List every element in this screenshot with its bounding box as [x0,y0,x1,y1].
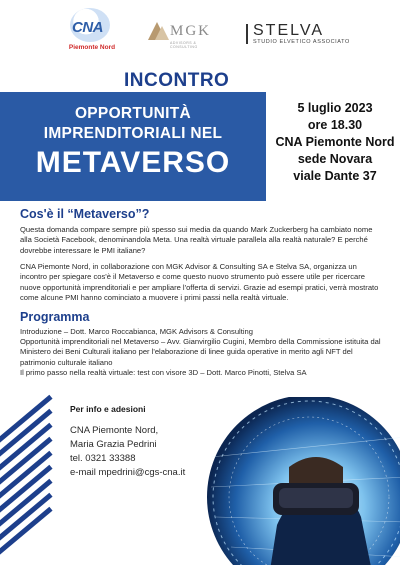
about-paragraph-1: Questa domanda compare sempre più spesso sui media da quando Mark Zuckerberg ha cambiato nome alla Società Facebook, denominandola Meta. Una realtà virtuale parallela alla realtà naturale? E perché dovrebbe interessare le PMI italiane? [20,225,373,255]
event-location: sede Novara [297,152,373,166]
title-line-2: IMPRENDITORIALI NEL [43,125,223,142]
cna-logo-subtitle: Piemonte Nord [68,44,116,51]
contact-block [70,404,190,480]
contact-phone[interactable]: tel. 0321 33388 [70,453,136,464]
stelva-logo-bar [246,24,248,44]
mgk-logo [148,22,218,50]
logo-bar [0,0,400,62]
vr-headset-image [191,397,400,565]
event-venue: CNA Piemonte Nord [275,135,395,149]
cna-logo [66,8,114,56]
stelva-logo-subtitle: STUDIO ELVETICO ASSOCIATO [253,39,350,45]
program-item: Introduzione – Dott. Marco Roccabianca, MGK Advisors & Consulting [20,327,253,336]
title-banner [0,92,266,201]
contact-org: CNA Piemonte Nord, [70,425,159,436]
event-date: 5 luglio 2023 [297,101,373,115]
mgk-logo-text: MGK [170,23,212,39]
contact-person: Maria Grazia Pedrini [70,439,157,450]
decorative-stripes [0,432,44,565]
title-line-3: METAVERSO [35,146,231,179]
program-item: Opportunità imprenditoriali nel Metaverso – Avv. Gianvirgilio Cugini, Membro della Commissione istituita dal Ministero dei Beni Culturali italiano per l'elaborazione di linee guida operative in merito agli NFT del patrimonio culturale italiano [20,337,381,367]
stelva-logo [246,22,356,48]
contact-heading: Per info e adesioni [70,404,146,414]
event-details [270,100,400,185]
program-heading: Programma [20,310,90,324]
mgk-mountain-icon-inner [155,26,169,40]
event-time: ore 18.30 [307,118,363,132]
title-line-1: OPPORTUNITÀ [74,105,192,122]
mgk-logo-subtitle: ADVISORS & CONSULTING [170,41,198,49]
about-paragraph-2: CNA Piemonte Nord, in collaborazione con MGK Advisor & Consulting SA e Stelva SA, organizza un incontro per spiegare cos'è il Metaverso e come questo nuovo strumento può essere utile per ricercare nuove opportunità imprenditoriali e per ampliare l'offerta di servizi. Grazie ad esempi pratici, verrà mostrato come alcune PMI hanno cominciato a muovere i primi passi nella realtà virtuale. [20,262,379,303]
event-kicker: INCONTRO [124,70,230,91]
event-address: viale Dante 37 [293,169,377,183]
program-item: Il primo passo nella realtà virtuale: test con visore 3D – Dott. Marco Pinotti, Stelva SA [20,368,307,377]
stelva-logo-text: STELVA [253,22,324,39]
contact-email[interactable]: e-mail mpedrini@cgs-cna.it [70,467,186,478]
vr-illustration [191,397,400,565]
about-heading: Cos'è il “Metaverso”? [20,207,150,221]
cna-logo-text: CNA [72,19,103,36]
